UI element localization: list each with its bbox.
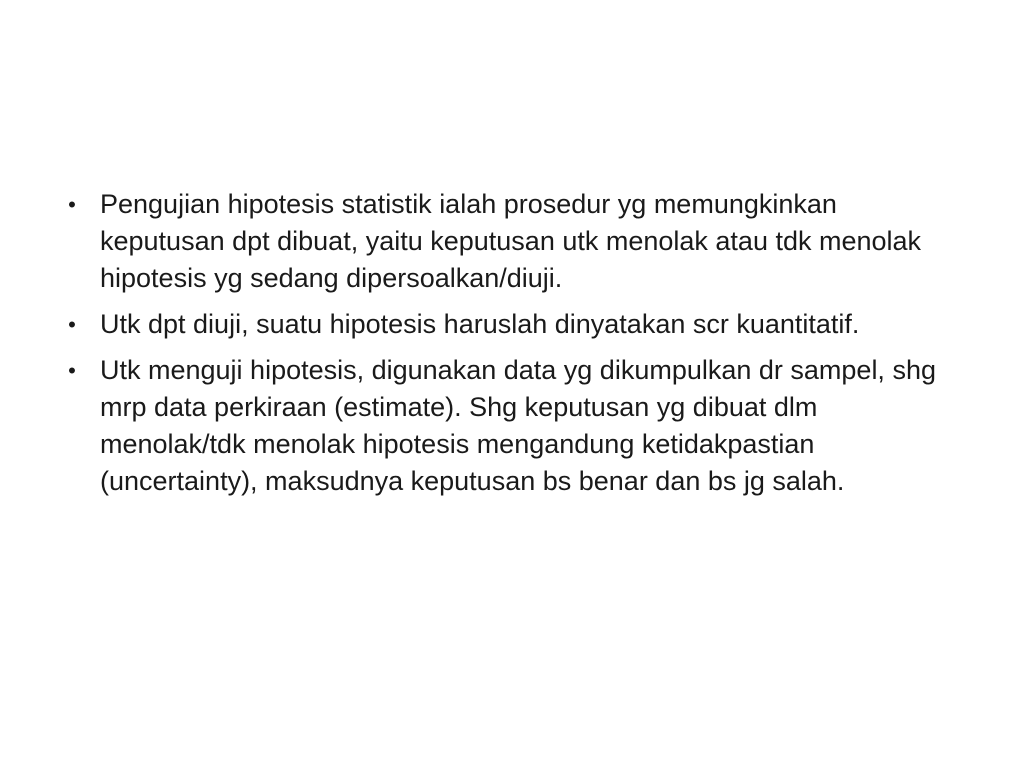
bullet-marker: • — [68, 358, 76, 383]
bullet-marker: • — [68, 192, 76, 217]
bullet-text: Utk menguji hipotesis, digunakan data yg dikumpulkan dr sampel, shg mrp data perkiraan (estimate). Shg keputusan yg dibuat dlm menolak/tdk menolak hipotesis mengandung ketidakpastian (uncertainty), maksudnya keputusan bs benar dan bs jg salah. — [100, 355, 936, 496]
bullet-item — [62, 352, 962, 500]
bullet-text: Pengujian hipotesis statistik ialah prosedur yg memungkinkan keputusan dpt dibuat, yaitu keputusan utk menolak atau tdk menolak hipotesis yg sedang dipersoalkan/diuji. — [100, 189, 922, 293]
bullet-list — [62, 186, 962, 509]
bullet-item — [62, 306, 962, 343]
bullet-item — [62, 186, 962, 297]
bullet-text: Utk dpt diuji, suatu hipotesis haruslah dinyatakan scr kuantitatif. — [100, 309, 860, 339]
bullet-marker: • — [68, 312, 76, 337]
